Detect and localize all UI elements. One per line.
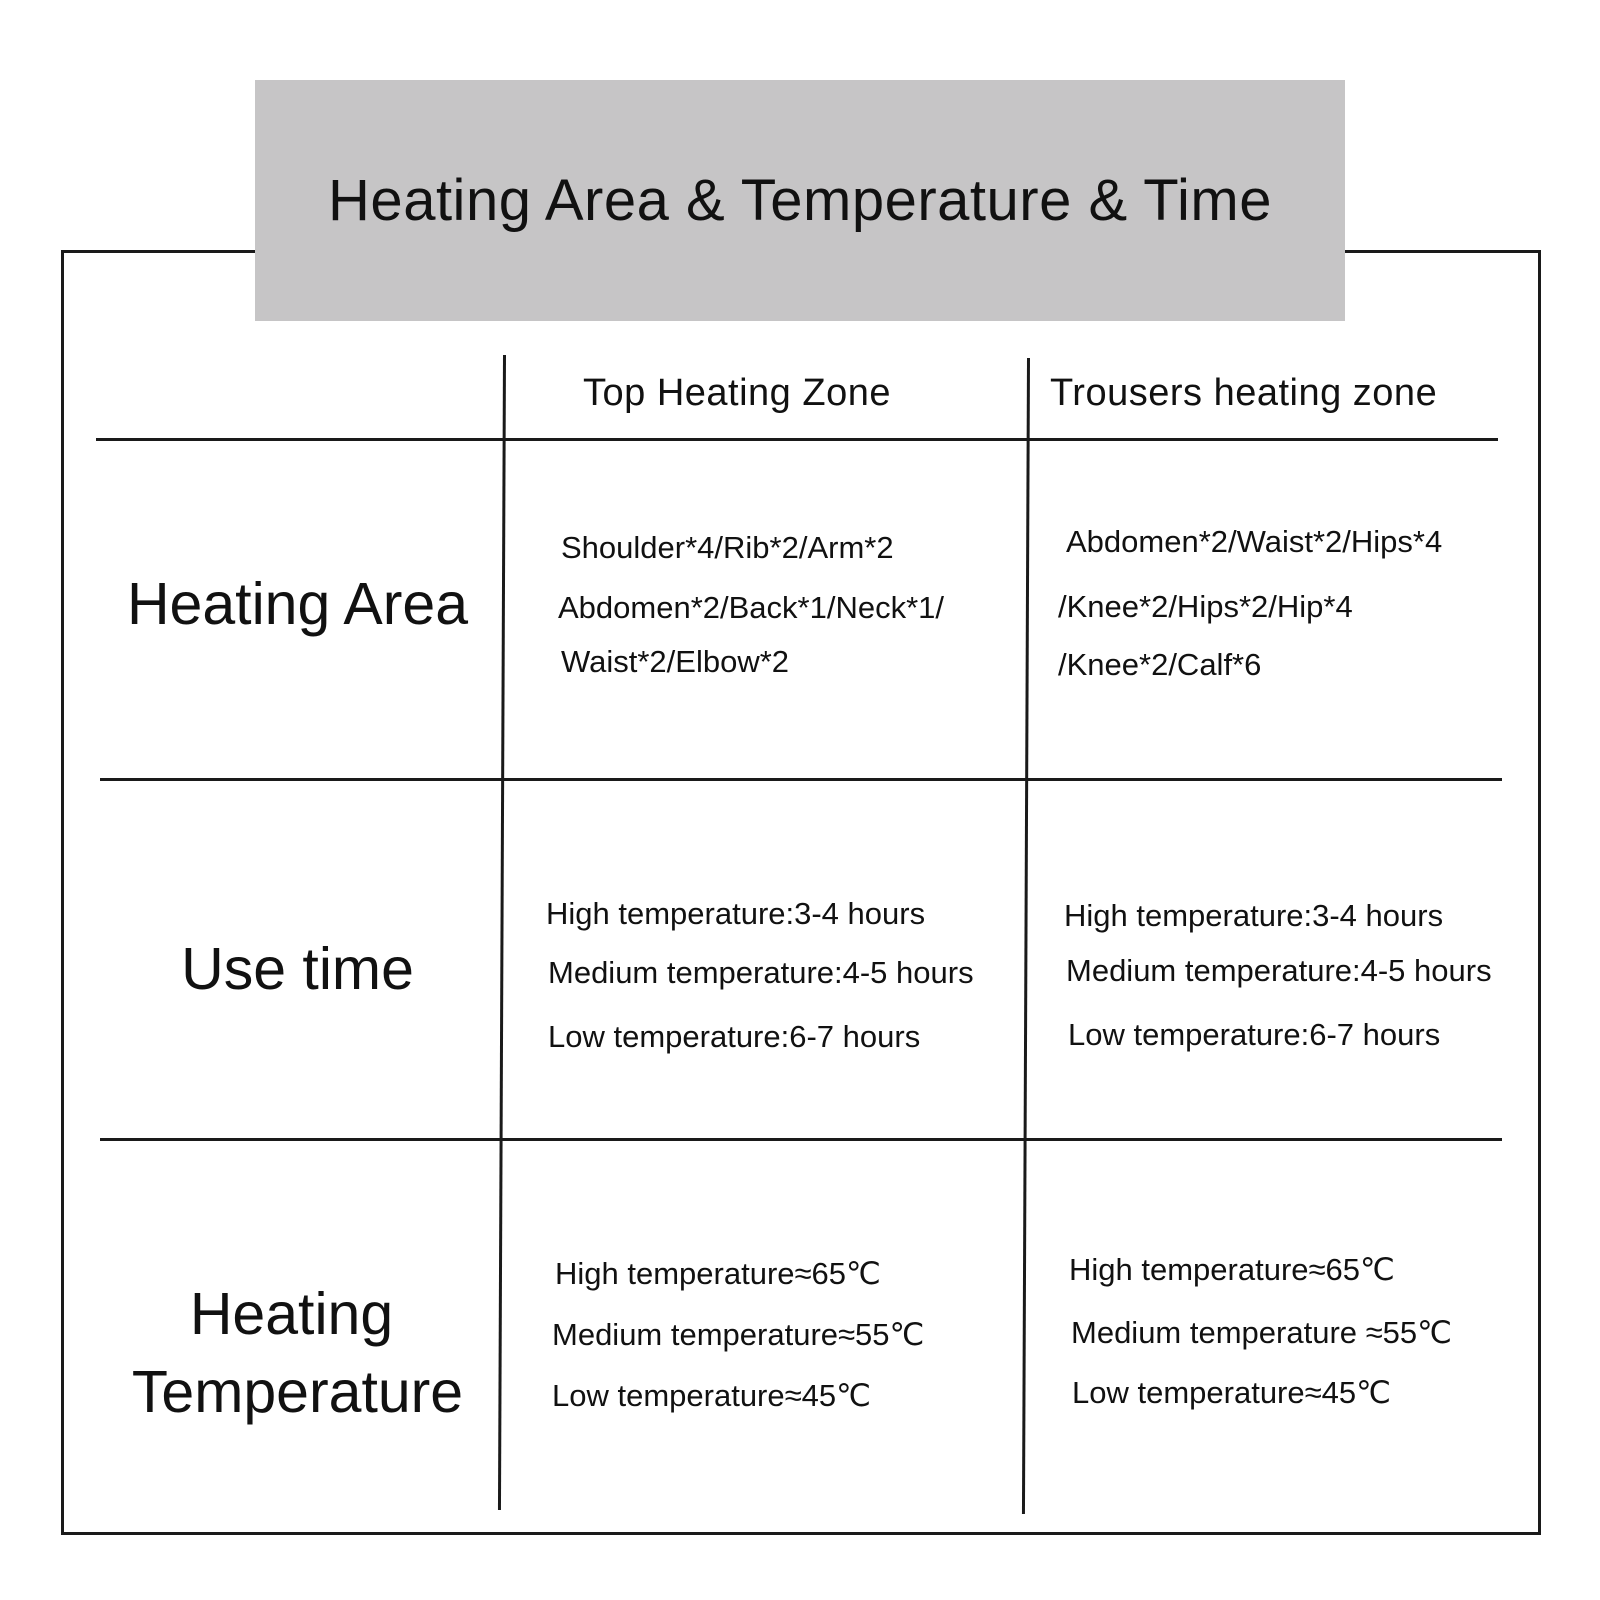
row-divider-1 [100,778,1502,781]
header-divider [96,438,1498,441]
heating-area-trousers-line-2: /Knee*2/Hips*2/Hip*4 [1058,589,1353,624]
column-header-top-heating-zone: Top Heating Zone [583,372,891,414]
heating-area-trousers-line-3: /Knee*2/Calf*6 [1058,647,1262,682]
use-time-trousers-line-1: High temperature:3-4 hours [1064,898,1444,933]
heating-area-top-line-1: Shoulder*4/Rib*2/Arm*2 [561,530,894,565]
use-time-top-line-2: Medium temperature:4-5 hours [548,955,974,990]
use-time-trousers-line-2: Medium temperature:4-5 hours [1066,953,1492,988]
page-title: Heating Area & Temperature & Time [328,168,1272,233]
heating-temperature-trousers-line-1: High temperature≈65℃ [1069,1252,1395,1287]
title-banner [255,80,1345,321]
use-time-top-line-1: High temperature:3-4 hours [546,896,926,931]
row-label-line-1: Heating [189,1281,394,1347]
row-label-use-time: Use time [181,936,414,1002]
use-time-trousers-line-3: Low temperature:6-7 hours [1068,1017,1441,1052]
heating-temperature-top-line-1: High temperature≈65℃ [555,1256,881,1291]
heating-temperature-trousers-line-3: Low temperature≈45℃ [1072,1375,1391,1410]
heating-area-top-line-3: Waist*2/Elbow*2 [561,644,790,679]
use-time-top-line-3: Low temperature:6-7 hours [548,1019,921,1054]
heating-temperature-trousers-line-2: Medium temperature ≈55℃ [1071,1315,1452,1350]
row-label-line-2: Temperature [131,1359,464,1426]
heating-temperature-top-line-2: Medium temperature≈55℃ [552,1317,925,1352]
column-header-trousers-heating-zone: Trousers heating zone [1050,372,1438,414]
row-divider-2 [100,1138,1502,1141]
row-label-heating-area: Heating Area [126,571,469,637]
row-label-heating-temperature [100,1275,495,1432]
heating-temperature-top-line-3: Low temperature≈45℃ [552,1378,871,1413]
heating-area-top-line-2: Abdomen*2/Back*1/Neck*1/ [558,590,945,625]
heating-area-trousers-line-1: Abdomen*2/Waist*2/Hips*4 [1066,524,1443,559]
